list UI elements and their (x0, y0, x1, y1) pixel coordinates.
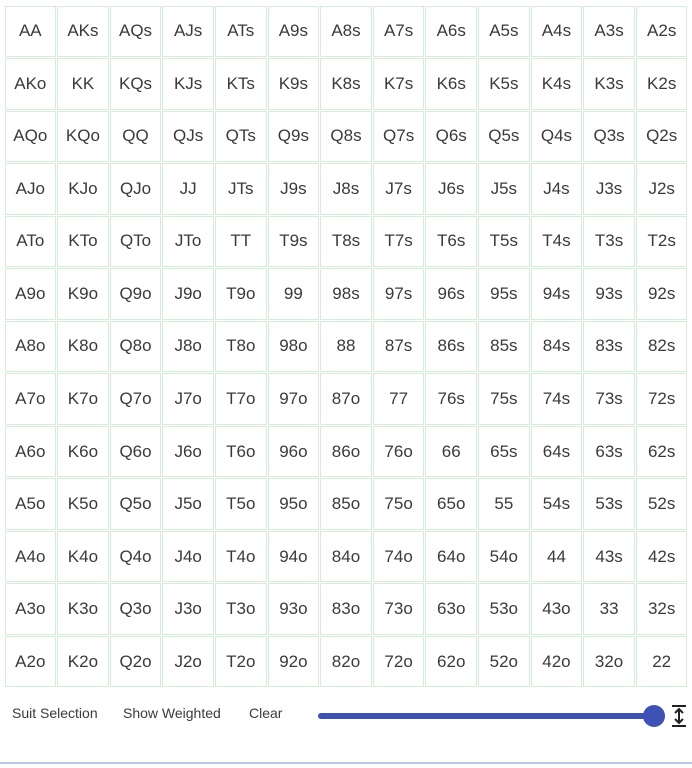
vertical-expand-icon[interactable] (668, 704, 690, 728)
hand-cell[interactable]: Q6s (425, 111, 477, 163)
hand-cell[interactable]: J3s (583, 163, 635, 215)
suit-selection-button[interactable]: Suit Selection (12, 705, 98, 721)
hand-cell[interactable]: A3s (583, 6, 635, 58)
hand-cell[interactable]: 54s (531, 478, 583, 530)
hand-cell[interactable]: 76s (425, 373, 477, 425)
hand-cell[interactable]: 22 (636, 636, 688, 688)
hand-cell[interactable]: T4s (531, 216, 583, 268)
hand-cell[interactable]: KJs (162, 58, 214, 110)
hand-cell[interactable]: Q7o (110, 373, 162, 425)
hand-cell[interactable]: 73s (583, 373, 635, 425)
hand-cell[interactable]: 52o (478, 636, 530, 688)
show-weighted-button[interactable]: Show Weighted (123, 705, 221, 721)
slider-thumb[interactable] (643, 705, 665, 727)
hand-cell[interactable]: 42s (636, 531, 688, 583)
hand-cell[interactable]: 82s (636, 321, 688, 373)
hand-cell[interactable]: Q9o (110, 268, 162, 320)
hand-cell[interactable]: Q7s (373, 111, 425, 163)
hand-cell[interactable]: KK (57, 58, 109, 110)
hand-cell[interactable]: K5o (57, 478, 109, 530)
hand-cell[interactable]: 98s (320, 268, 372, 320)
hand-cell[interactable]: KTs (215, 58, 267, 110)
hand-cell[interactable]: A3o (5, 583, 57, 635)
hand-cell[interactable]: 73o (373, 583, 425, 635)
hand-cell[interactable]: T7s (373, 216, 425, 268)
hand-cell[interactable]: T9o (215, 268, 267, 320)
hand-cell[interactable]: 63o (425, 583, 477, 635)
hand-cell[interactable]: KJo (57, 163, 109, 215)
hand-cell[interactable]: AKo (5, 58, 57, 110)
hand-cell[interactable]: J9s (268, 163, 320, 215)
hand-cell[interactable]: KQo (57, 111, 109, 163)
hand-cell[interactable]: 96s (425, 268, 477, 320)
hand-cell[interactable]: AJo (5, 163, 57, 215)
hand-cell[interactable]: ATs (215, 6, 267, 58)
hand-cell[interactable]: 85s (478, 321, 530, 373)
hand-cell[interactable]: K6s (425, 58, 477, 110)
hand-cell[interactable]: 74o (373, 531, 425, 583)
hand-cell[interactable]: J2s (636, 163, 688, 215)
hand-cell[interactable]: 92o (268, 636, 320, 688)
hand-cell[interactable]: 77 (373, 373, 425, 425)
hand-cell[interactable]: K6o (57, 426, 109, 478)
hand-cell[interactable]: 62o (425, 636, 477, 688)
hand-cell[interactable]: T6o (215, 426, 267, 478)
hand-cell[interactable]: JTo (162, 216, 214, 268)
hand-cell[interactable]: K8s (320, 58, 372, 110)
hand-cell[interactable]: 75o (373, 478, 425, 530)
range-toolbar (0, 695, 692, 737)
hand-range-grid (4, 5, 688, 688)
hand-cell[interactable]: A4s (531, 6, 583, 58)
hand-cell[interactable]: 44 (531, 531, 583, 583)
hand-cell[interactable]: J6o (162, 426, 214, 478)
hand-cell[interactable]: J3o (162, 583, 214, 635)
hand-cell[interactable]: K9s (268, 58, 320, 110)
hand-cell[interactable]: A8o (5, 321, 57, 373)
hand-cell[interactable]: 43o (531, 583, 583, 635)
hand-cell[interactable]: T8s (320, 216, 372, 268)
hand-cell[interactable]: Q8s (320, 111, 372, 163)
hand-cell[interactable]: A7o (5, 373, 57, 425)
hand-cell[interactable]: 97o (268, 373, 320, 425)
hand-cell[interactable]: 93s (583, 268, 635, 320)
hand-cell[interactable]: QJs (162, 111, 214, 163)
hand-cell[interactable]: 55 (478, 478, 530, 530)
hand-cell[interactable]: J7s (373, 163, 425, 215)
hand-cell[interactable]: A6s (425, 6, 477, 58)
hand-cell[interactable]: QTo (110, 216, 162, 268)
hand-cell[interactable]: T6s (425, 216, 477, 268)
hand-cell[interactable]: K3s (583, 58, 635, 110)
clear-button[interactable]: Clear (249, 705, 283, 721)
hand-cell[interactable]: 83s (583, 321, 635, 373)
hand-cell[interactable]: T5s (478, 216, 530, 268)
hand-cell[interactable]: 53s (583, 478, 635, 530)
hand-cell[interactable]: QJo (110, 163, 162, 215)
hand-cell[interactable]: JTs (215, 163, 267, 215)
hand-cell[interactable]: A9s (268, 6, 320, 58)
hand-cell[interactable]: 84s (531, 321, 583, 373)
hand-cell[interactable]: A5s (478, 6, 530, 58)
hand-cell[interactable]: 72s (636, 373, 688, 425)
hand-cell[interactable]: T3s (583, 216, 635, 268)
hand-cell[interactable]: 94s (531, 268, 583, 320)
hand-cell[interactable]: 64s (531, 426, 583, 478)
hand-cell[interactable]: T5o (215, 478, 267, 530)
hand-cell[interactable]: K4s (531, 58, 583, 110)
hand-cell[interactable]: KQs (110, 58, 162, 110)
hand-cell[interactable]: AQo (5, 111, 57, 163)
hand-cell[interactable]: Q3s (583, 111, 635, 163)
hand-cell[interactable]: KTo (57, 216, 109, 268)
hand-cell[interactable]: K9o (57, 268, 109, 320)
hand-cell[interactable]: Q3o (110, 583, 162, 635)
hand-cell[interactable]: 42o (531, 636, 583, 688)
hand-cell[interactable]: K7o (57, 373, 109, 425)
hand-cell[interactable]: 93o (268, 583, 320, 635)
hand-cell[interactable]: 64o (425, 531, 477, 583)
hand-cell[interactable]: 85o (320, 478, 372, 530)
hand-cell[interactable]: AQs (110, 6, 162, 58)
hand-cell[interactable]: J4s (531, 163, 583, 215)
slider-fill (318, 713, 654, 719)
hand-cell[interactable]: AKs (57, 6, 109, 58)
hand-cell[interactable]: J6s (425, 163, 477, 215)
hand-cell[interactable]: Q9s (268, 111, 320, 163)
hand-cell[interactable]: J5s (478, 163, 530, 215)
hand-cell[interactable]: 33 (583, 583, 635, 635)
hand-cell[interactable]: T9s (268, 216, 320, 268)
hand-cell[interactable]: QTs (215, 111, 267, 163)
hand-cell[interactable]: A4o (5, 531, 57, 583)
hand-cell[interactable]: K8o (57, 321, 109, 373)
hand-cell[interactable]: AA (5, 6, 57, 58)
hand-cell[interactable]: Q4s (531, 111, 583, 163)
hand-cell[interactable]: 99 (268, 268, 320, 320)
hand-cell[interactable]: JJ (162, 163, 214, 215)
hand-cell[interactable]: 32o (583, 636, 635, 688)
hand-cell[interactable]: 43s (583, 531, 635, 583)
hand-cell[interactable]: A2o (5, 636, 57, 688)
hand-cell[interactable]: J7o (162, 373, 214, 425)
hand-cell[interactable]: J5o (162, 478, 214, 530)
hand-cell[interactable]: A9o (5, 268, 57, 320)
hand-cell[interactable]: 95o (268, 478, 320, 530)
hand-cell[interactable]: 96o (268, 426, 320, 478)
hand-cell[interactable]: K2s (636, 58, 688, 110)
hand-cell[interactable]: A7s (373, 6, 425, 58)
hand-cell[interactable]: 65s (478, 426, 530, 478)
hand-cell[interactable]: T4o (215, 531, 267, 583)
hand-cell[interactable]: Q5s (478, 111, 530, 163)
hand-cell[interactable]: Q6o (110, 426, 162, 478)
hand-cell[interactable]: ATo (5, 216, 57, 268)
hand-cell[interactable]: Q4o (110, 531, 162, 583)
hand-cell[interactable]: 65o (425, 478, 477, 530)
hand-cell[interactable]: 86o (320, 426, 372, 478)
hand-cell[interactable]: T7o (215, 373, 267, 425)
hand-cell[interactable]: 52s (636, 478, 688, 530)
hand-cell[interactable]: K3o (57, 583, 109, 635)
hand-cell[interactable]: K2o (57, 636, 109, 688)
bottom-divider (0, 762, 692, 764)
hand-cell[interactable]: 98o (268, 321, 320, 373)
hand-cell[interactable]: T2s (636, 216, 688, 268)
hand-cell[interactable]: 87s (373, 321, 425, 373)
hand-cell[interactable]: J8s (320, 163, 372, 215)
hand-cell[interactable]: QQ (110, 111, 162, 163)
hand-cell[interactable]: 32s (636, 583, 688, 635)
hand-cell[interactable]: A6o (5, 426, 57, 478)
hand-cell[interactable]: Q8o (110, 321, 162, 373)
hand-cell[interactable]: Q2o (110, 636, 162, 688)
hand-cell[interactable]: 95s (478, 268, 530, 320)
hand-cell[interactable]: 97s (373, 268, 425, 320)
hand-cell[interactable]: T8o (215, 321, 267, 373)
hand-cell[interactable]: 66 (425, 426, 477, 478)
hand-cell[interactable]: Q5o (110, 478, 162, 530)
hand-cell[interactable]: A8s (320, 6, 372, 58)
hand-cell[interactable]: 87o (320, 373, 372, 425)
hand-cell[interactable]: 84o (320, 531, 372, 583)
hand-cell[interactable]: 63s (583, 426, 635, 478)
hand-cell[interactable]: 75s (478, 373, 530, 425)
hand-cell[interactable]: 72o (373, 636, 425, 688)
hand-cell[interactable]: J8o (162, 321, 214, 373)
hand-cell[interactable]: TT (215, 216, 267, 268)
hand-cell[interactable]: A2s (636, 6, 688, 58)
hand-cell[interactable]: 86s (425, 321, 477, 373)
hand-cell[interactable]: K4o (57, 531, 109, 583)
hand-cell[interactable]: 76o (373, 426, 425, 478)
hand-cell[interactable]: A5o (5, 478, 57, 530)
range-slider[interactable] (318, 705, 654, 727)
hand-cell[interactable]: K5s (478, 58, 530, 110)
hand-cell[interactable]: J4o (162, 531, 214, 583)
hand-cell[interactable]: J9o (162, 268, 214, 320)
hand-cell[interactable]: AJs (162, 6, 214, 58)
hand-cell[interactable]: T2o (215, 636, 267, 688)
hand-cell[interactable]: 62s (636, 426, 688, 478)
hand-cell[interactable]: 74s (531, 373, 583, 425)
hand-cell[interactable]: Q2s (636, 111, 688, 163)
hand-cell[interactable]: 88 (320, 321, 372, 373)
hand-cell[interactable]: T3o (215, 583, 267, 635)
hand-cell[interactable]: 83o (320, 583, 372, 635)
hand-cell[interactable]: J2o (162, 636, 214, 688)
hand-cell[interactable]: 82o (320, 636, 372, 688)
hand-cell[interactable]: 94o (268, 531, 320, 583)
hand-cell[interactable]: K7s (373, 58, 425, 110)
hand-cell[interactable]: 53o (478, 583, 530, 635)
hand-cell[interactable]: 92s (636, 268, 688, 320)
hand-cell[interactable]: 54o (478, 531, 530, 583)
